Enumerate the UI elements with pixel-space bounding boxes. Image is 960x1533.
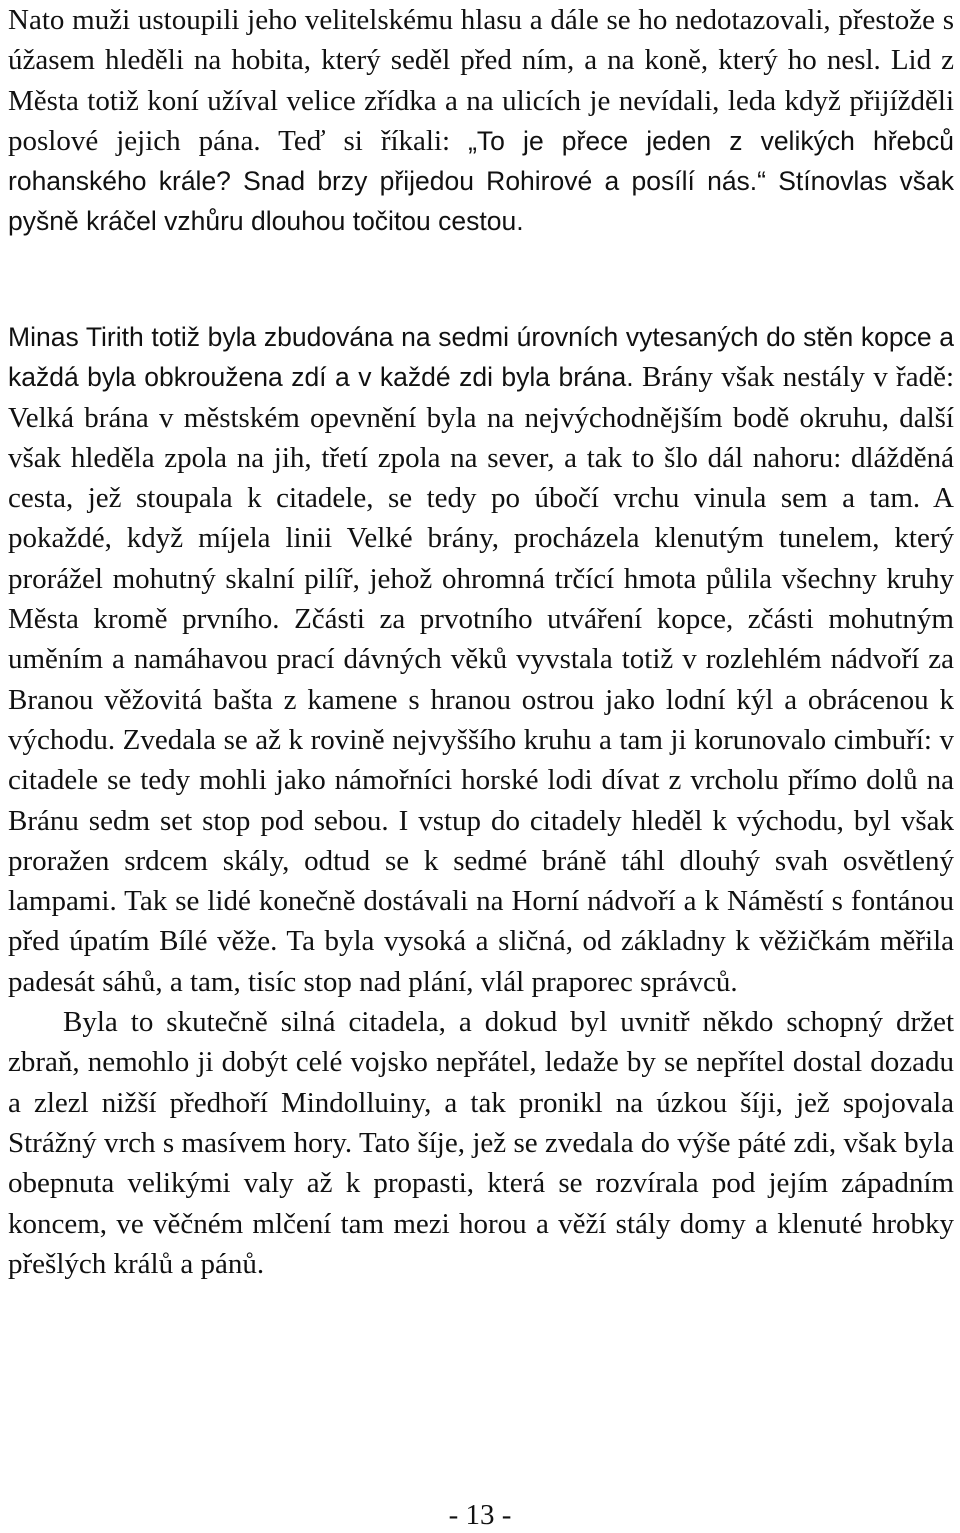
- paragraph-1: [8, 0, 954, 242]
- paragraph-2: [8, 317, 954, 1002]
- paragraph-2-text: Brány však nestály v řadě: Velká brána v městském opevnění byla na nejvýchodnějším bodě okruhu, další však hleděla zpola na jih, třetí zpola na sever, a tak to šlo dál nahoru: dlážděná cesta, jež stoupala k citadele, se tedy po úbočí vrchu vinula sem a tam. A pokaždé, když míjela linii Velké brány, procházela klenutým tunelem, který prorážel mohutný skalní pilíř, jehož ohromná trčící hmota půlila všechny kruhy Města kromě prvního. Zčásti za prvotního utváření kopce, zčásti mohutným uměním a namáhavou prací dávných věků vyvstala totiž v rozlehlém nádvoří za Branou věžovitá bašta z kamene s hranou ostrou jako lodní kýl a obrácenou k východu. Zvedala se až k rovině nejvyššího kruhu a tam ji korunovalo cimbuří: v citadele se tedy mohli jako námořníci horské lodi dívat z vrcholu přímo dolů na Bránu sedm set stop pod sebou. I vstup do citadely hleděl k východu, byl však proražen srdcem skály, odtud se k sedmé bráně táhl dlouhý svah osvětlený lampami. Tak se lidé konečně dostávali na Horní nádvoří a k Náměstí s fontánou před úpatím Bílé věže. Ta byla vysoká a sličná, od základny k věžičkám měřila padesát sáhů, a tam, tisíc stop nad plání, vlál praporec správců.: [8, 361, 954, 998]
- text-block-main: [8, 317, 954, 1284]
- page-number: - 13 -: [448, 1499, 512, 1531]
- paragraph-3: Byla to skutečně silná citadela, a dokud byl uvnitř někdo schopný držet zbraň, nemohlo ji dobýt celé vojsko nepřátel, ledaže by se nepřítel dostal dozadu a zlezl nižší předhoří Mindolluiny, a tak pronikl na úzkou šíji, jež spojovala Strážný vrch s masívem hory. Tato šíje, jež se zvedala do výše páté zdi, však byla obepnuta velikými valy až k propasti, která se rozvírala pod jejím západním koncem, ve věčném mlčení tam mezi horou a věží stály domy a klenuté hrobky přešlých králů a pánů.: [8, 1006, 954, 1280]
- paragraph-1-text: Nato muži ustoupili jeho velitelskému hlasu a dále se ho nedotazovali, přestože s úžasem hleděli na hobita, který seděl před ním, a na koně, který ho nesl. Lid z Města totiž koní užíval velice zřídka a na ulicích je nevídali, leda když přijížděli poslové jejich pána. Teď si říkali:: [8, 4, 954, 157]
- paragraph-1-quote: „To je přece jeden z velikých hřebců rohanského krále? Snad brzy přijedou Rohirové a posílí nás.“ Stínovlas však pyšně kráčel vzhůru dlouhou točitou cestou.: [8, 125, 954, 237]
- paragraph-2-intro: Minas Tirith totiž byla zbudována na sedmi úrovních vytesaných do stěn kopce a každá byla obkroužena zdí a v každé zdi byla brána.: [8, 322, 954, 393]
- text-block-top: [8, 0, 954, 242]
